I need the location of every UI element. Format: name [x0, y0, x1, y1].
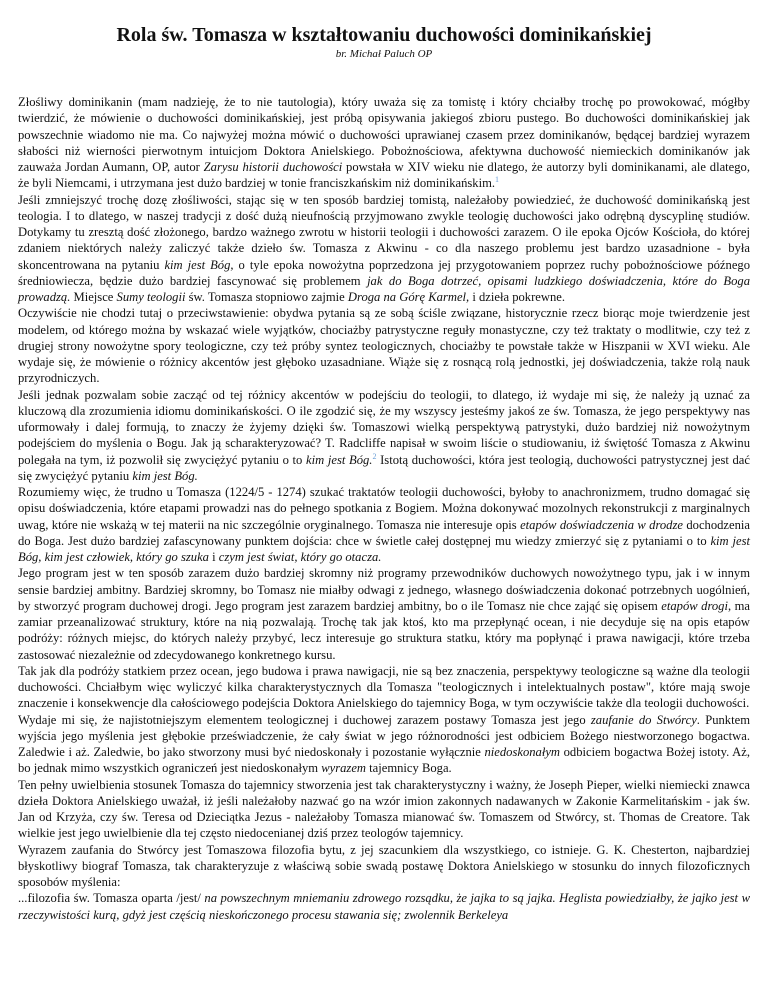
italic-text: jak do Boga dotrzeć, opisami ludzkiego doświadczenia, które do Boga prowadzą. — [18, 273, 750, 304]
italic-text: Droga na Górę Karmel, — [347, 290, 470, 304]
text-run: , ma zamiar przeanalizować struktury, które na nią pozwalają. Trochę tak jak ktoś, kto ma przepłynąć ocean, i nie decyduje się na opis etapów podróży: różnych miejsc, do których należy przybyć, lecz interesuje go struktura statku, który ma popłynąć i prawa nawigacji, które trzeba zastosować niezależnie od zdecydowanego konkretnego kursu. — [18, 598, 750, 662]
text-run: Miejsce — [70, 290, 117, 304]
paragraph — [18, 663, 750, 712]
text-run: powstała w XIV wieku nie dlatego, że autorzy byli dominikanami, ale dlatego, że byli Niemcami, i utrzymana jest dużo bardziej w tonie franciszkańskim niż dominikańskim. — [18, 160, 750, 191]
paragraph — [18, 565, 750, 663]
text-run: Istotą duchowości, która jest teologią, duchowości patrystycznej jest dać się zwyciężyć pytaniu — [18, 452, 750, 483]
paragraph — [18, 387, 750, 485]
text-run: i dzieła pokrewne. — [469, 290, 566, 304]
article-body — [18, 94, 750, 923]
italic-text: kim jest Bóg. — [306, 452, 373, 467]
italic-text: Sumy teologii — [116, 290, 186, 304]
text-run: dochodzenia do Boga. Jest dużo bardziej zafascynowany punktem dojścia: chce w świetle całej dostępnej mu wiedzy zmierzyć się z pytaniami o to — [18, 517, 750, 548]
paragraph — [18, 712, 750, 777]
footnote-ref[interactable]: 2 — [372, 451, 377, 461]
document-page — [18, 24, 750, 923]
text-run: Wydaje mi się, że najistotniejszym elementem teologicznej i duchowej zarazem postawy Tomasza jest jego — [18, 712, 591, 727]
text-run: św. Tomasza stopniowo zajmie — [185, 290, 348, 304]
paragraph — [18, 842, 750, 891]
italic-text: na powszechnym mniemaniu zdrowego rozsądku, że jajka to są jajka. Heglista powiedziałby, że jajko jest w rzeczywistości kurą, gdyż jest częścią nieskończonego procesu stawania się; zwolennik Berkeleya — [18, 891, 750, 922]
text-run: Wyrazem zaufania do Stwórcy jest Tomaszowa filozofia bytu, z jej szacunkiem dla wszystkiego, co istnieje. G. K. Chesterton, najbardziej błyskotliwy biograf Tomasza, tak charakteryzuje z właściwą sobie swadą postawę Doktora Anielskiego w stosunku do innych filozoficznych sposobów myślenia: — [18, 842, 750, 889]
text-run: Oczywiście nie chodzi tutaj o przeciwstawienie: obydwa pytania są ze sobą ściśle związane, historycznie rzecz biorąc moje twierdzenie jest modelem, od którego można by wskazać wiele wyjątków, chociażby patrystyczne reguły monastyczne, czy też traktaty o modlitwie, czy też z drugiej strony nowożytne spory teologiczne, czy też próby syntez teologicznych, chociażby te powstałe także w Hiszpanii w XVI wieku. Ale wydaje się, że mówienie o różnicy akcentów jest głęboko uzasadniane. Wiąże się z rosnącą rolą jednostki, jej doświadczenia, także rolą nauk przyrodniczych. — [18, 306, 750, 386]
text-run: Ten pełny uwielbienia stosunek Tomasza do tajemnicy stworzenia jest tak charakterystyczny i ważny, że Joseph Pieper, wielki niemiecki znawca dzieła Doktora Anielskiego uważał, iż jeśli należałoby nazwać go na wzór imion zakonnych nadawanych w Zakonie Karmelitańskim - jak św. Jan od Krzyża, czy św. Teresa od Dzieciątka Jezus - należałoby Tomasza mianować św. Tomaszem od Stwórcy, st. Thomas de Creatore. Tak wielkie jest jego uwielbienie dla tej często niedocenianej dziś przez teologów tajemnicy. — [18, 777, 750, 841]
text-run: odbiciem bogactwa Bożej istoty. Aż, bo jednak mimo wszystkich ograniczeń jest niedoskonałym — [18, 745, 750, 776]
italic-text: kim jest Bóg, — [164, 257, 234, 272]
paragraph — [18, 484, 750, 565]
text-run: Rozumiemy więc, że trudno u Tomasza (1224/5 - 1274) szukać traktatów teologii duchowości, byłoby to anachronizmem, trudno domagać się opisu doświadczenia, które etapami prowadzi nas do pełnego spotkania z Bogiem. Można dokonywać mozolnych rekonstrukcji z marginalnych uwag, które nie wskażą w tej materii na nic szczególnie oryginalnego. Tomasza nie interesuje opis — [18, 485, 750, 532]
italic-text: zaufanie do Stwórcy — [590, 712, 697, 727]
paragraph — [18, 94, 750, 192]
paragraph — [18, 890, 750, 923]
text-run: . Punktem wyjścia jego myślenia jest głębokie przeświadczenie, że cały świat w jego różnorodności jest odbiciem Bożego niestworzonego bogactwa. Zaledwie i aż. Zaledwie, bo jako stworzony musi być niedoskonały i pozostanie wyłącznie — [18, 712, 750, 759]
italic-text: wyrazem — [321, 761, 367, 776]
text-run: tajemnicy Boga. — [366, 761, 452, 776]
paragraph — [18, 192, 750, 306]
italic-text: Zarysu historii duchowości — [203, 160, 343, 174]
text-run: Złośliwy dominikanin (mam nadzieję, że to nie tautologia), który uważa się za tomistę i który chciałby trochę po prowokować, mógłby twierdzić, że mówienie o duchowości dominikańskiej, jest próbą opisywania jakiegoś zbioru pustego. Bo duchowości dominikańskiej jak powszechnie wiadomo nie ma. Co najwyżej można mówić o duchowości uprawianej czasem przez dominikanów, będącej bardziej wyrazem słabości niż wierności pierwotnym intuicjom Doktora Anielskiego. Pobożnościowa, afektywna duchowość niemieckich dominikanów jak zauważa Jordan Aumann, OP, autor — [18, 95, 750, 174]
text-run: o tyle epoka nowożytna poprzedzona jej przygotowaniem poprzez ruchy pobożnościowe późnego średniowiecza, będzie dużo bardziej fascynować się problemem — [18, 257, 751, 288]
paragraph — [18, 777, 750, 842]
italic-text: kim jest Bóg. — [132, 468, 198, 483]
italic-text: niedoskonałym — [484, 745, 561, 759]
document-title: Rola św. Tomasza w kształtowaniu duchowości dominikańskiej — [116, 24, 652, 46]
italic-text: etapów doświadczenia w drodze — [520, 517, 683, 532]
italic-text: czym jest świat, który go otacza. — [218, 550, 382, 564]
text-run: Jego program jest w ten sposób zarazem dużo bardziej skromny niż programy przewodników duchowych nowożytnego typu, jak i w innym sensie bardziej ambitny. Bardziej skromny, bo Tomasz nie miałby odwagi z jednego, własnego doświadczenia dokonać potrzebnych uogólnień, by stworzyć program duchowej drogi. Jego program jest zarazem bardziej ambitny, bo o ile Tomasz nie chce zająć się opisem — [18, 566, 750, 613]
text-run: Jeśli zmniejszyć trochę dozę złośliwości, stając się w ten sposób bardziej tomistą, należałoby powiedzieć, że duchowość dominikańską jest teologia. I to dlatego, w naszej tradycji z dość dużą nieufnością przyjmowano zwykle teologię duchowości jako odrębną dyscyplinę studiów. Dotykamy tu zresztą dość złożonego, bardzo ważnego zwrotu w historii teologii i duchowości zarazem. O ile epoka Ojców Kościoła, do której zdaniem niektórych należy zaliczyć także dzieło św. Tomasza z Akwinu - co dla naszego problemu jest bardzo uzasadnione - była skoncentrowana na pytaniu — [18, 192, 750, 272]
text-run: i — [208, 550, 219, 564]
author-byline: br. Michał Paluch OP — [335, 48, 433, 60]
italic-text: etapów drogi — [661, 598, 728, 613]
footnote-ref[interactable]: 1 — [495, 175, 500, 185]
text-run: Tak jak dla podróży statkiem przez ocean, jego budowa i prawa nawigacji, nie są bez znaczenia, perspektywy teologiczne są ważne dla teologii duchowości. Chciałbym więc wyliczyć kilka charakterystycznych dla Tomasza "teologicznych i intelektualnych postaw", które mają swoje znaczenie i konsekwencje dla całościowego podejścia Doktora Anielskiego do tajemnicy Boga, w tym oczywiście także dla teologii duchowości. — [18, 663, 750, 711]
italic-text: kim jest Bóg, kim jest człowiek, który go szuka — [18, 533, 750, 564]
paragraph — [18, 305, 750, 386]
text-run: Jeśli jednak pozwalam sobie zacząć od tej różnicy akcentów w podejściu do teologii, to dlatego, iż wydaje mi się, że należy ją uznać za kluczową dla zrozumienia idiomu dominikańskości. O ile zgodzić się, że my wszyscy jesteśmy jakoś ze św. Tomasza, że jego perspektywy nas uformowały i dalej formują, to znaczy że żyjemy dzięki św. Tomaszowi wielką perspektywą patrystyki, dużo bardziej niż nowożytnym podejściem do myślenia o Bogu. Jak ją scharakteryzować? T. Radcliffe napisał w swoim liście o studiowaniu, iż świętość Tomasza z Akwinu polegała na tym, iż pozwolił się zwyciężyć pytaniu o to — [18, 387, 750, 467]
text-run: ...filozofia św. Tomasza oparta /jest/ — [18, 891, 205, 906]
